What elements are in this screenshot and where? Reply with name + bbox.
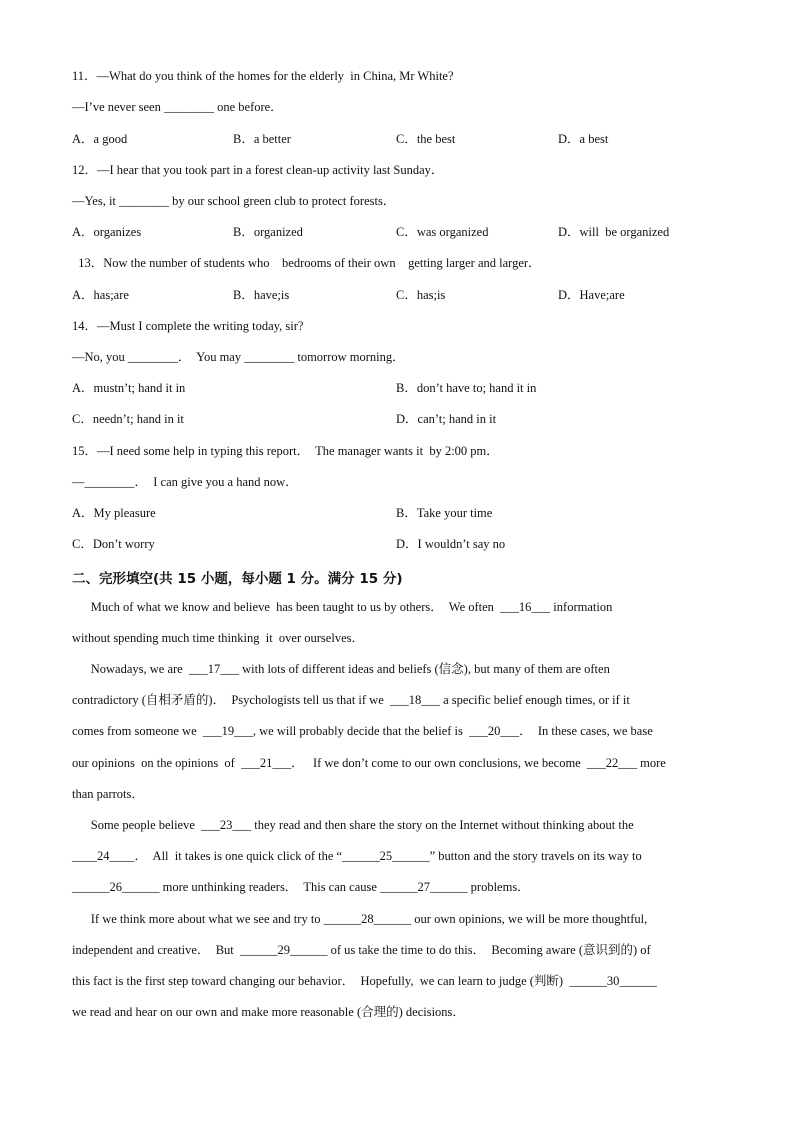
question-14-option-b: B．don’t have to; hand it in [396, 381, 537, 395]
question-15-option-a: A．My pleasure [72, 506, 156, 520]
cloze-line-10: ______26______ more unthinking readers． This can cause ______27______ problems． [72, 880, 530, 894]
question-15-option-d: D．I wouldn’t say no [396, 537, 506, 551]
cloze-line-9: ____24____． All it takes is one quick click of the “______25______” button and the story travels on its way to [72, 849, 642, 863]
question-13-option-a: A．has;are [72, 288, 129, 302]
cloze-line-12: independent and creative． But ______29______ of us take the time to do this． Becoming aware (意识到的) of [72, 943, 651, 957]
question-14-stem: 14．—Must I complete the writing today, sir? [72, 319, 304, 333]
question-11-stem: 11．—What do you think of the homes for the elderly in China, Mr White? [72, 69, 454, 83]
cloze-line-3: Nowadays, we are ___17___ with lots of different ideas and beliefs (信念), but many of them are often [72, 662, 610, 676]
question-11-option-a: A．a good [72, 132, 128, 146]
question-12-option-d: D．will be organized [558, 225, 670, 239]
cloze-line-5: comes from someone we ___19___, we will probably decide that the belief is ___20___． In these cases, we base [72, 724, 653, 738]
section-2-title: 二、完形填空(共 15 小题，每小题 1 分。满分 15 分) [72, 571, 403, 587]
question-12-option-c: C．was organized [396, 225, 489, 239]
question-14-option-c: C．needn’t; hand in it [72, 412, 184, 426]
question-12-option-b: B．organized [233, 225, 303, 239]
cloze-line-13: this fact is the first step toward changing our behavior． Hopefully, we can learn to judge (判断) ______30______ [72, 974, 657, 988]
question-14-option-a: A．mustn’t; hand it in [72, 381, 186, 395]
question-13-stem: 13．Now the number of students who bedrooms of their own getting larger and larger． [72, 256, 541, 270]
question-13-option-b: B．have;is [233, 288, 290, 302]
question-14-option-d: D．can’t; hand in it [396, 412, 497, 426]
question-12-answer-line: —Yes, it ________ by our school green club to protect forests． [72, 194, 396, 208]
question-11-option-d: D．a best [558, 132, 609, 146]
question-13-option-c: C．has;is [396, 288, 446, 302]
cloze-line-14: we read and hear on our own and make more reasonable (合理的) decisions． [72, 1005, 465, 1019]
question-14-answer-line: —No, you ________． You may ________ tomorrow morning． [72, 350, 405, 364]
question-15-stem: 15．—I need some help in typing this report． The manager wants it by 2:00 pm． [72, 444, 499, 458]
question-11-option-b: B．a better [233, 132, 291, 146]
question-12-stem: 12．—I hear that you took part in a forest clean-up activity last Sunday． [72, 163, 444, 177]
question-15-answer-line: —________． I can give you a hand now． [72, 475, 298, 489]
cloze-line-6: our opinions on the opinions of ___21___． If we don’t come to our own conclusions, we become ___22___ more [72, 756, 666, 770]
question-13-option-d: D．Have;are [558, 288, 625, 302]
cloze-line-4: contradictory (自相矛盾的)． Psychologists tell us that if we ___18___ a specific belief enough times, or if it [72, 693, 630, 707]
question-12-option-a: A．organizes [72, 225, 142, 239]
question-11-answer-line: —I’ve never seen ________ one before． [72, 100, 283, 114]
cloze-line-7: than parrots． [72, 787, 144, 801]
cloze-line-2: without spending much time thinking it over ourselves． [72, 631, 364, 645]
question-15-option-b: B．Take your time [396, 506, 493, 520]
cloze-line-8: Some people believe ___23___ they read and then share the story on the Internet without thinking about the [72, 818, 634, 832]
question-15-option-c: C．Don’t worry [72, 537, 155, 551]
question-11-option-c: C．the best [396, 132, 456, 146]
cloze-line-11: If we think more about what we see and try to ______28______ our own opinions, we will be more thoughtful, [72, 912, 648, 926]
cloze-line-1: Much of what we know and believe has been taught to us by others． We often ___16___ information [72, 600, 613, 614]
